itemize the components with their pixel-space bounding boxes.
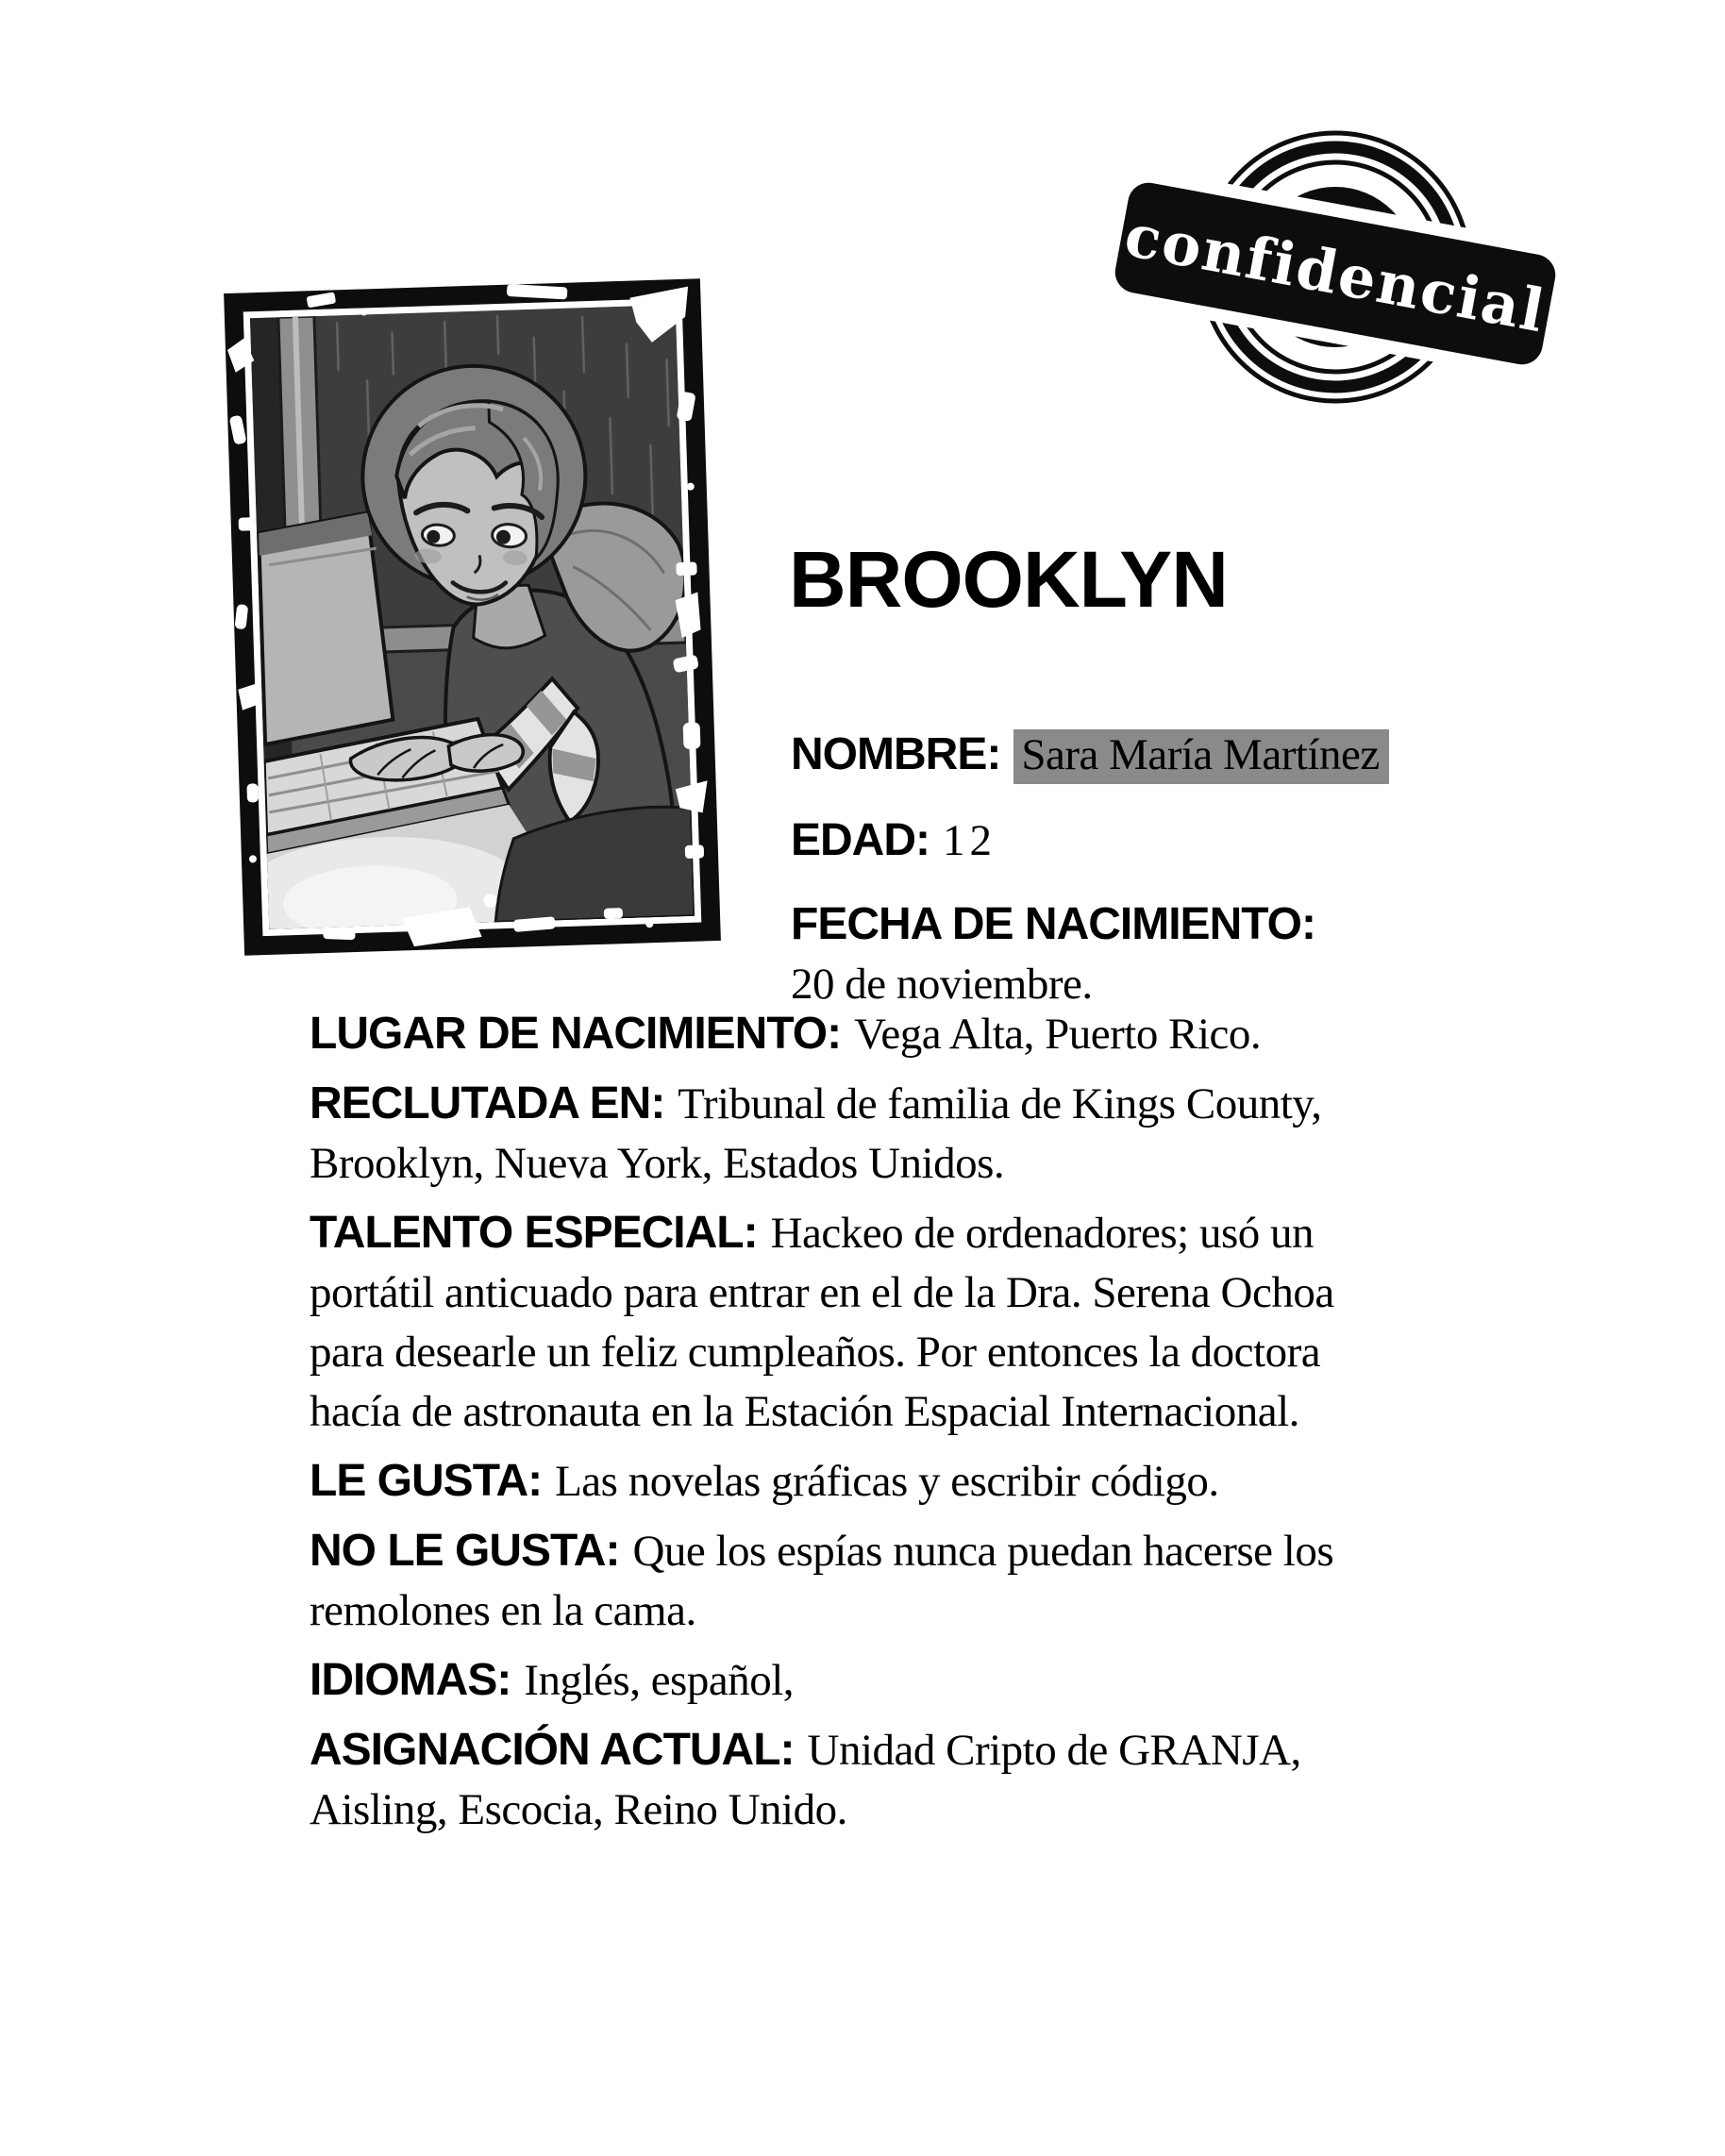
idiomas-label: IDIOMAS: (310, 1655, 511, 1705)
field-fecha-nacimiento (791, 894, 1451, 1014)
reclutada-en-label: RECLUTADA EN: (310, 1078, 665, 1128)
field-asignacion-actual: ASIGNACIÓN ACTUAL: Unidad Cripto de GRANJA, Aisling, Escocia, Reino Unido. (310, 1725, 1301, 1834)
field-nombre (791, 725, 1451, 785)
profile-photo-frame (224, 278, 721, 956)
laptop-screen (259, 512, 394, 744)
lugar-nacimiento-label: LUGAR DE NACIMIENTO: (310, 1009, 842, 1059)
field-idiomas: IDIOMAS: Inglés, español, (310, 1655, 795, 1705)
le-gusta-label: LE GUSTA: (310, 1456, 543, 1506)
profile-photo (243, 298, 702, 936)
field-lugar-nacimiento (310, 1004, 1470, 1064)
fecha-nacimiento-value: 20 de noviembre. (791, 960, 1093, 1009)
nombre-value-highlighted: Sara María Martínez (1013, 729, 1388, 784)
stamp-text: confidencial (1119, 200, 1551, 346)
lugar-nacimiento-value: Vega Alta, Puerto Rico. (854, 1010, 1262, 1059)
field-le-gusta: LE GUSTA: Las novelas gráficas y escribir código. (310, 1456, 1219, 1506)
edad-value: 12 (943, 816, 996, 865)
field-no-le-gusta: NO LE GUSTA: Que los espías nunca puedan hacerse los remolones en la cama. (310, 1526, 1334, 1635)
no-le-gusta-label: NO LE GUSTA: (310, 1526, 620, 1576)
fecha-nacimiento-label: FECHA DE NACIMIENTO: (791, 899, 1315, 949)
field-reclutada-en: RECLUTADA EN: Tribunal de familia de Kings County, Brooklyn, Nueva York, Estados Unidos. (310, 1078, 1322, 1188)
page-title: BROOKLYN (789, 535, 1228, 624)
nombre-label: NOMBRE: (791, 729, 1001, 779)
portrait-illustration (250, 305, 695, 929)
asignacion-actual-label: ASIGNACIÓN ACTUAL: (310, 1725, 795, 1775)
main-fields (310, 1004, 1470, 1840)
talento-especial-label: TALENTO ESPECIAL: (310, 1208, 758, 1258)
confidencial-stamp (1104, 111, 1576, 442)
field-edad (791, 811, 1451, 871)
right-column-fields (791, 725, 1451, 1014)
edad-label: EDAD: (791, 815, 929, 865)
field-talento-especial: TALENTO ESPECIAL: Hackeo de ordenadores; usó un portátil anticuado para entrar en el de la Dra. Serena Ochoa para desearle un feliz cumpleaños. Por entonces la doctora hacía de astronauta en la Estación Espacial Internacional. (310, 1208, 1334, 1436)
